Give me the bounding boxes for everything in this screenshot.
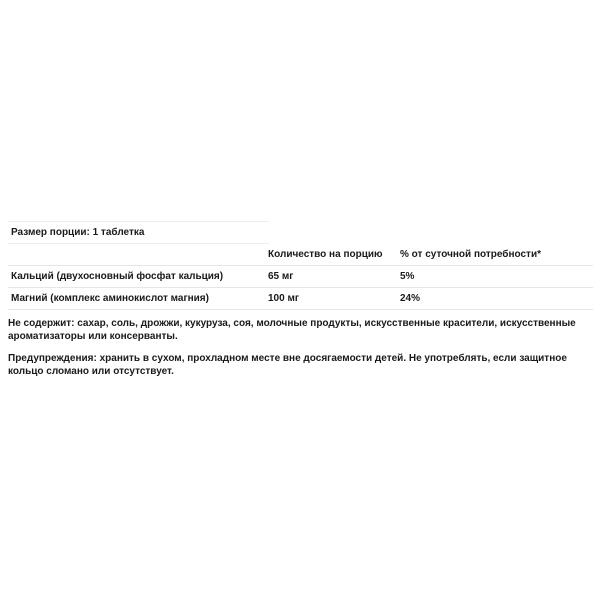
- nutrient-dv: 5%: [400, 271, 415, 282]
- nutrient-amount: 65 мг: [268, 271, 294, 282]
- table-row: [8, 288, 593, 310]
- serving-size: Размер порции: 1 таблетка: [8, 221, 269, 244]
- table-row: [8, 266, 593, 288]
- header-nutrient: [8, 244, 268, 265]
- header-amount: Количество на порцию: [268, 249, 383, 260]
- supplement-facts: [8, 221, 593, 310]
- table-header: [8, 244, 593, 266]
- nutrient-name: Магний (комплекс аминокислот магния): [11, 293, 209, 304]
- warnings-note: Предупреждения: хранить в сухом, прохладном месте вне досягаемости детей. Не употреблять, если защитное кольцо сломано или отсутствует.: [8, 353, 567, 377]
- nutrient-dv: 24%: [400, 293, 421, 304]
- nutrient-amount: 100 мг: [268, 293, 300, 304]
- header-daily-value: % от суточной потребности*: [400, 249, 541, 260]
- free-from-note: Не содержит: сахар, соль, дрожжи, кукуруза, соя, молочные продукты, искусственные красители, искусственные ароматизаторы или консерванты.: [8, 318, 576, 342]
- nutrient-name: Кальций (двухосновный фосфат кальция): [11, 271, 224, 282]
